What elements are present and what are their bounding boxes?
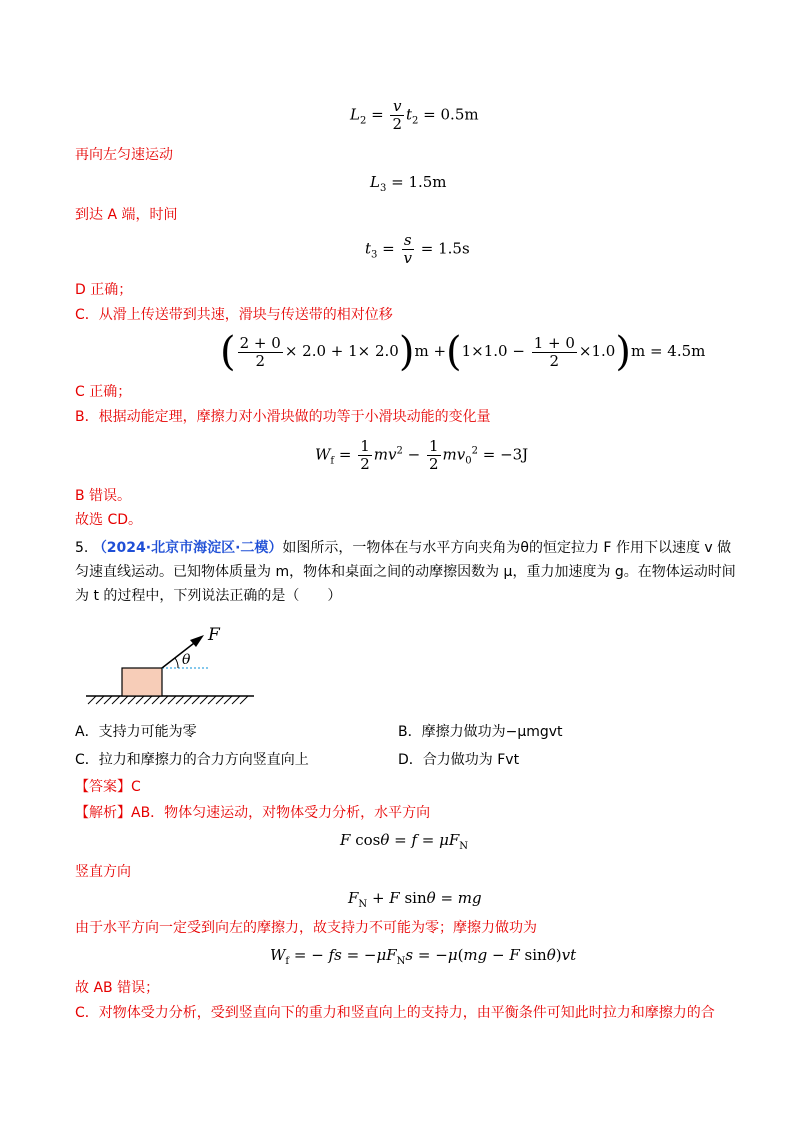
equation-friction-work: $W_f$ = − fs = $-\mu F_Ns = -\mu(mg - F$ sinθ)vt	[270, 946, 577, 967]
question-text: 如图所示，一物体在与水平方向夹角为θ的恒定拉力 F 作用下以速度 v 做	[282, 540, 732, 556]
text-line: 故选 CD。	[75, 512, 143, 528]
equation-t3: $t_3$ = $\frac{s}{v}$ = 1.5s	[365, 231, 470, 267]
ground-hatching	[88, 696, 248, 704]
analysis-line-5: C．对物体受力分析，受到竖直向下的重力和竖直向上的支持力，由平衡条件可知此时拉力和摩擦力的合	[75, 1005, 715, 1021]
analysis-label: 【解析】	[75, 805, 131, 821]
text-line: 再向左匀速运动	[75, 147, 173, 163]
question-5-line-2: 匀速直线运动。已知物体质量为 m，物体和桌面之间的动摩擦因数为 μ，重力加速度为 g。在物体运动时间	[75, 564, 736, 580]
analysis-line-1	[75, 803, 430, 823]
option-b[interactable]: B．摩擦力做功为−μmgvt	[398, 724, 563, 740]
analysis-text: AB．物体匀速运动，对物体受力分析，水平方向	[131, 805, 431, 821]
equation-relative-displacement: ( $\frac{2 + 0}{2}$ × 2.0 + 1× 2.0)m +(1×1.0 − $\frac{1 + 0}{2}$ ×1.0)m = 4.5m	[220, 329, 706, 375]
text-line: B 错误。	[75, 488, 132, 504]
equation-l2: $L_2$ = $\frac{v}{2}$ $t_2 = 0.5m$	[350, 97, 479, 133]
equation-work-friction: $W_f$ = $\frac{1}{2}$ $mv^2$ − $\frac{1}{2}$ $mv_0^2 = -3J$	[315, 437, 529, 473]
equation-l3: $L_3 = 1.5m$	[370, 173, 447, 194]
question-number: 5.	[75, 540, 89, 556]
analysis-line-4: 故 AB 错误；	[75, 980, 160, 996]
question-5-line-3: 为 t 的过程中，下列说法正确的是（ ）	[75, 588, 342, 604]
answer: 【答案】C	[75, 779, 141, 795]
text-line: D 正确；	[75, 282, 133, 298]
angle-arc	[175, 658, 178, 668]
option-a[interactable]: A．支持力可能为零	[75, 724, 197, 740]
force-diagram	[82, 618, 262, 708]
equation-horizontal: F $\cos\theta = f = \mu F_N$	[340, 831, 469, 852]
text-line: B．根据动能定理，摩擦力对小滑块做的功等于小滑块动能的变化量	[75, 409, 491, 425]
angle-label: θ	[182, 652, 191, 668]
force-arrow-shaft	[162, 640, 198, 668]
analysis-line-3: 由于水平方向一定受到向左的摩擦力，故支持力不可能为零；摩擦力做功为	[75, 920, 537, 936]
text-line: 到达 A 端，时间	[75, 207, 178, 223]
question-5-line-1	[75, 538, 731, 558]
option-c[interactable]: C．拉力和摩擦力的合力方向竖直向上	[75, 752, 309, 768]
force-label: F	[208, 625, 220, 645]
text-line: C．从滑上传送带到共速，滑块与传送带的相对位移	[75, 307, 393, 323]
question-source: （2024·北京市海淀区·二模）	[92, 540, 283, 556]
analysis-line-2: 竖直方向	[75, 864, 131, 880]
equation-vertical: $F_N + F$ sinθ = mg	[348, 889, 482, 910]
option-d[interactable]: D．合力做功为 Fvt	[398, 752, 520, 768]
text-line: C 正确；	[75, 384, 132, 400]
block	[122, 668, 162, 696]
